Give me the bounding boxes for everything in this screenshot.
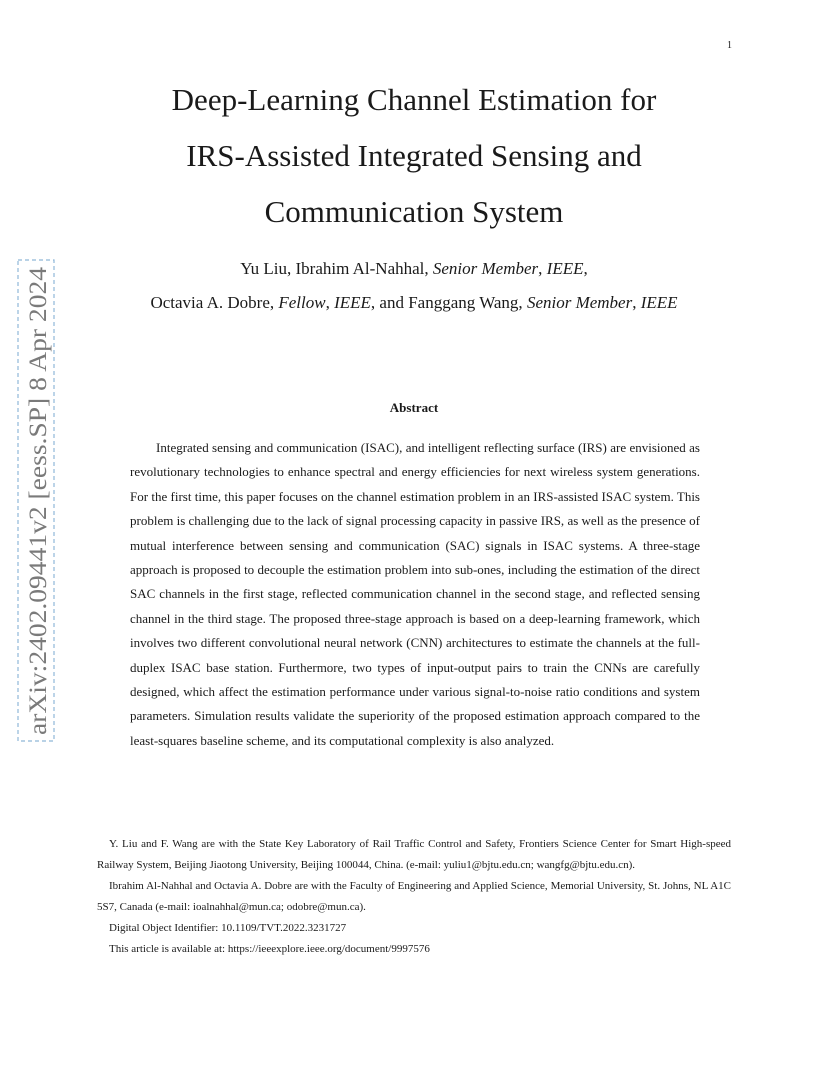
arxiv-identifier-stamp[interactable] xyxy=(16,258,56,743)
footnote-affiliation-1: Y. Liu and F. Wang are with the State Key Laboratory of Rail Traffic Control and Safety, Frontiers Science Center for Smart High-speed Railway System, Beijing Jiaotong University, Beijing 100044, China. (e-mail: yuliu1@bjtu.edu.cn; wangfg@bjtu.edu.cn). xyxy=(97,838,731,871)
page-number: 1 xyxy=(727,40,732,51)
footnote-affiliation-2: Ibrahim Al-Nahhal and Octavia A. Dobre are with the Faculty of Engineering and Applied Science, Memorial University, St. Johns, NL A1C 5S7, Canada (e-mail: ioalnahhal@mun.ca; odobre@mun.ca). xyxy=(97,880,731,913)
author-names: Yu Liu, Ibrahim Al-Nahhal, xyxy=(240,259,433,278)
society-name: IEEE xyxy=(546,259,584,278)
abstract-heading: Abstract xyxy=(389,400,439,415)
separator: , xyxy=(538,259,547,278)
author-name: , and Fanggang Wang, xyxy=(370,293,527,312)
footnote-availability: This article is available at: https://ieeexplore.ieee.org/document/9997576 xyxy=(109,943,430,955)
separator: , xyxy=(325,293,335,312)
author-line-1 xyxy=(80,252,748,286)
author-line-2 xyxy=(80,286,748,320)
separator: , xyxy=(632,293,641,312)
membership-grade: Senior Member xyxy=(432,259,539,278)
footnote-doi: Digital Object Identifier: 10.1109/TVT.2022.3231727 xyxy=(109,922,347,934)
membership-grade: Fellow xyxy=(278,293,326,312)
membership-grade: Senior Member xyxy=(526,293,633,312)
arxiv-stamp-text: arXiv:2402.09441v2 [eess.SP] 8 Apr 2024 xyxy=(25,310,52,735)
footnotes xyxy=(97,834,731,960)
paper-title xyxy=(100,72,728,240)
author-name: Octavia A. Dobre, xyxy=(150,293,279,312)
society-name: IEEE xyxy=(640,293,678,312)
title-line: Deep-Learning Channel Estimation for xyxy=(171,82,657,117)
title-line: IRS-Assisted Integrated Sensing and xyxy=(186,138,642,173)
author-list xyxy=(80,252,748,320)
society-name: IEEE xyxy=(334,293,371,312)
separator: , xyxy=(583,259,588,278)
abstract-text: Integrated sensing and communication (ISAC), and intelligent reflecting surface (IRS) are envisioned as revolutionary technologies to enhance spectral and energy efficiencies for next wireless system generations. For the first time, this paper focuses on the channel estimation problem in an IRS-assisted ISAC system. This problem is challenging due to the lack of signal processing capacity in passive IRS, as well as the presence of mutual interference between sensing and communication (SAC) signals in ISAC systems. A three-stage approach is proposed to decouple the estimation problem into sub-ones, including the estimation of the direct SAC channels in the first stage, reflected communication channel in the second stage, and reflected sensing channel in the third stage. The proposed three-stage approach is based on a deep-learning framework, which involves two different convolutional neural network (CNN) architectures to estimate the channels at the full-duplex ISAC base station. Furthermore, two types of input-output pairs to train the CNNs are carefully designed, which affect the estimation performance under various signal-to-noise ratio conditions and system parameters. Simulation results validate the superiority of the proposed estimation approach compared to the least-squares baseline scheme, and its computational complexity is also analyzed. xyxy=(130,440,700,748)
arxiv-stamp-graphic xyxy=(16,258,56,743)
title-line: Communication System xyxy=(264,194,564,229)
